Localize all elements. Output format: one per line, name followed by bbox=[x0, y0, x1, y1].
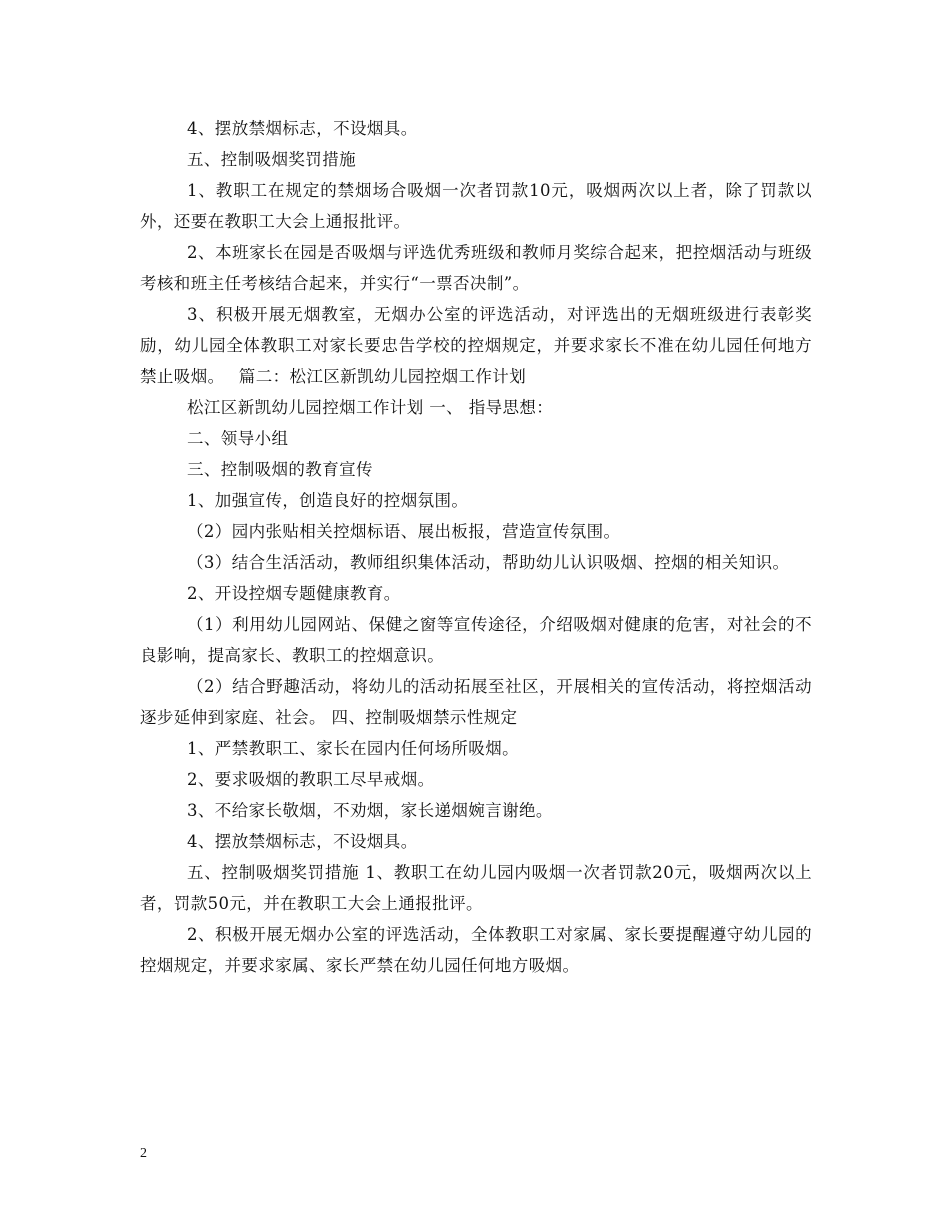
paragraph-5: 3、积极开展无烟教室，无烟办公室的评选活动，对评选出的无烟班级进行表彰奖励，幼儿园全体教职工对家长要忠告学校的控烟规定，并要求家长不准在幼儿园任何地方禁止吸烟。 篇二：松江区新凯幼儿园控烟工作计划 bbox=[140, 305, 812, 386]
section-heading-education: 三、控制吸烟的教育宣传 bbox=[187, 460, 373, 479]
paragraph-4: 2、本班家长在园是否吸烟与评选优秀班级和教师月奖综合起来，把控烟活动与班级考核和班主任考核结合起来，并实行“一票否决制”。 bbox=[140, 243, 812, 293]
plan-title-line: 松江区新凯幼儿园控烟工作计划 一、 指导思想： bbox=[187, 398, 554, 417]
section-heading-rewards: 五、控制吸烟奖罚措施 bbox=[187, 150, 356, 169]
paragraph-13: （1）利用幼儿园网站、保健之窗等宣传途径，介绍吸烟对健康的危害，对社会的不良影响，提高家长、教职工的控烟意识。 bbox=[140, 615, 812, 665]
document-body bbox=[140, 113, 812, 981]
paragraph-14: （2）结合野趣活动，将幼儿的活动拓展至社区，开展相关的宣传活动，将控烟活动逐步延伸到家庭、社会。 四、控制吸烟禁示性规定 bbox=[140, 677, 812, 727]
paragraph-19: 五、控制吸烟奖罚措施 1、教职工在幼儿园内吸烟一次者罚款20元，吸烟两次以上者，罚款50元，并在教职工大会上通报批评。 bbox=[140, 863, 812, 913]
paragraph-16: 2、要求吸烟的教职工尽早戒烟。 bbox=[187, 770, 435, 789]
paragraph-17: 3、不给家长敬烟，不劝烟，家长递烟婉言谢绝。 bbox=[187, 801, 553, 820]
paragraph-9: 1、加强宣传，创造良好的控烟氛围。 bbox=[187, 491, 469, 510]
paragraph-10: （2）园内张贴相关控烟标语、展出板报，营造宣传氛围。 bbox=[187, 522, 621, 541]
paragraph-18: 4、摆放禁烟标志，不设烟具。 bbox=[187, 832, 418, 851]
section-heading-leadership: 二、领导小组 bbox=[187, 429, 289, 448]
paragraph-12: 2、开设控烟专题健康教育。 bbox=[187, 584, 401, 603]
paragraph-20: 2、积极开展无烟办公室的评选活动，全体教职工对家属、家长要提醒遵守幼儿园的控烟规定，并要求家属、家长严禁在幼儿园任何地方吸烟。 bbox=[140, 925, 812, 975]
paragraph-11: （3）结合生活活动，教师组织集体活动，帮助幼儿认识吸烟、控烟的相关知识。 bbox=[187, 553, 790, 572]
paragraph-15: 1、严禁教职工、家长在园内任何场所吸烟。 bbox=[187, 739, 519, 758]
paragraph-3: 1、教职工在规定的禁烟场合吸烟一次者罚款10元，吸烟两次以上者，除了罚款以外，还要在教职工大会上通报批评。 bbox=[140, 181, 812, 231]
page-number: 2 bbox=[140, 1146, 147, 1161]
paragraph-1: 4、摆放禁烟标志，不设烟具。 bbox=[187, 119, 418, 138]
